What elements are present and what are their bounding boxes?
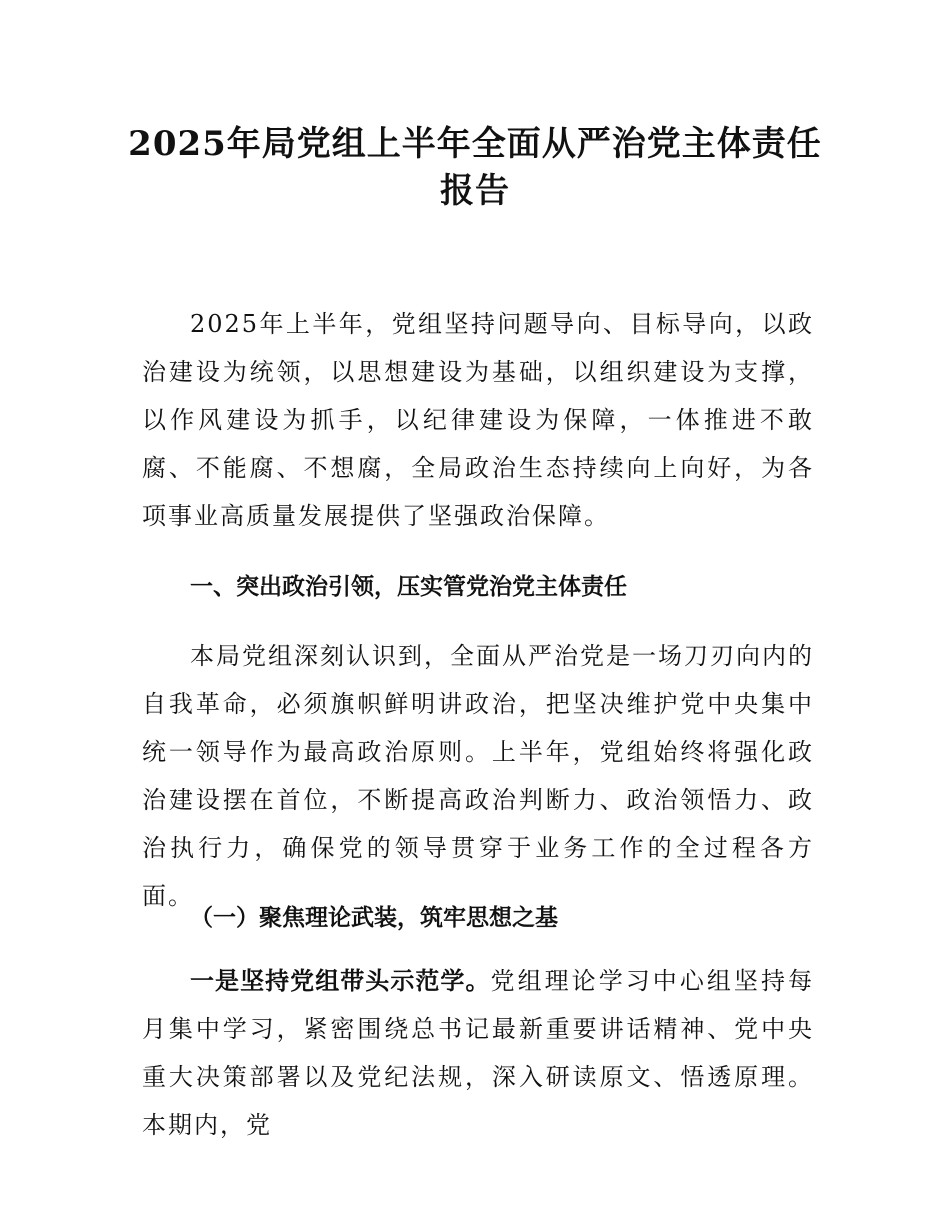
point-1-text: 党组理论学习中心组坚持每月集中学习，紧密围绕总书记最新重要讲话精神、党中央重大决策部署以及党纪法规，深入研读原文、悟透原理。本期内，党 (142, 967, 815, 1139)
document-title-line-2: 报告 (440, 171, 510, 211)
point-1-lead: 一是坚持党组带头示范学。 (190, 967, 491, 995)
intro-paragraph: 2025年上半年，党组坚持问题导向、目标导向，以政治建设为统领，以思想建设为基础，以组织建设为支撑，以作风建设为抓手，以纪律建设为保障，一体推进不敢腐、不能腐、不想腐，全局政治生态持续向上向好，为各项事业高质量发展提供了坚强政治保障。 (142, 310, 814, 530)
point-1-paragraph (142, 957, 814, 1149)
subsection-1-heading: （一）聚焦理论武装，筑牢思想之基 (190, 905, 558, 931)
section-1-paragraph: 本局党组深刻认识到，全面从严治党是一场刀刃向内的自我革命，必须旗帜鲜明讲政治，把坚决维护党中央集中统一领导作为最高政治原则。上半年，党组始终将强化政治建设摆在首位，不断提高政治判断力、政治领悟力、政治执行力，确保党的领导贯穿于业务工作的全过程各方面。 (142, 642, 814, 910)
section-1-heading: 一、突出政治引领，压实管党治党主体责任 (190, 574, 627, 600)
document-title-line-1: 2025年局党组上半年全面从严治党主体责任 (128, 124, 822, 164)
